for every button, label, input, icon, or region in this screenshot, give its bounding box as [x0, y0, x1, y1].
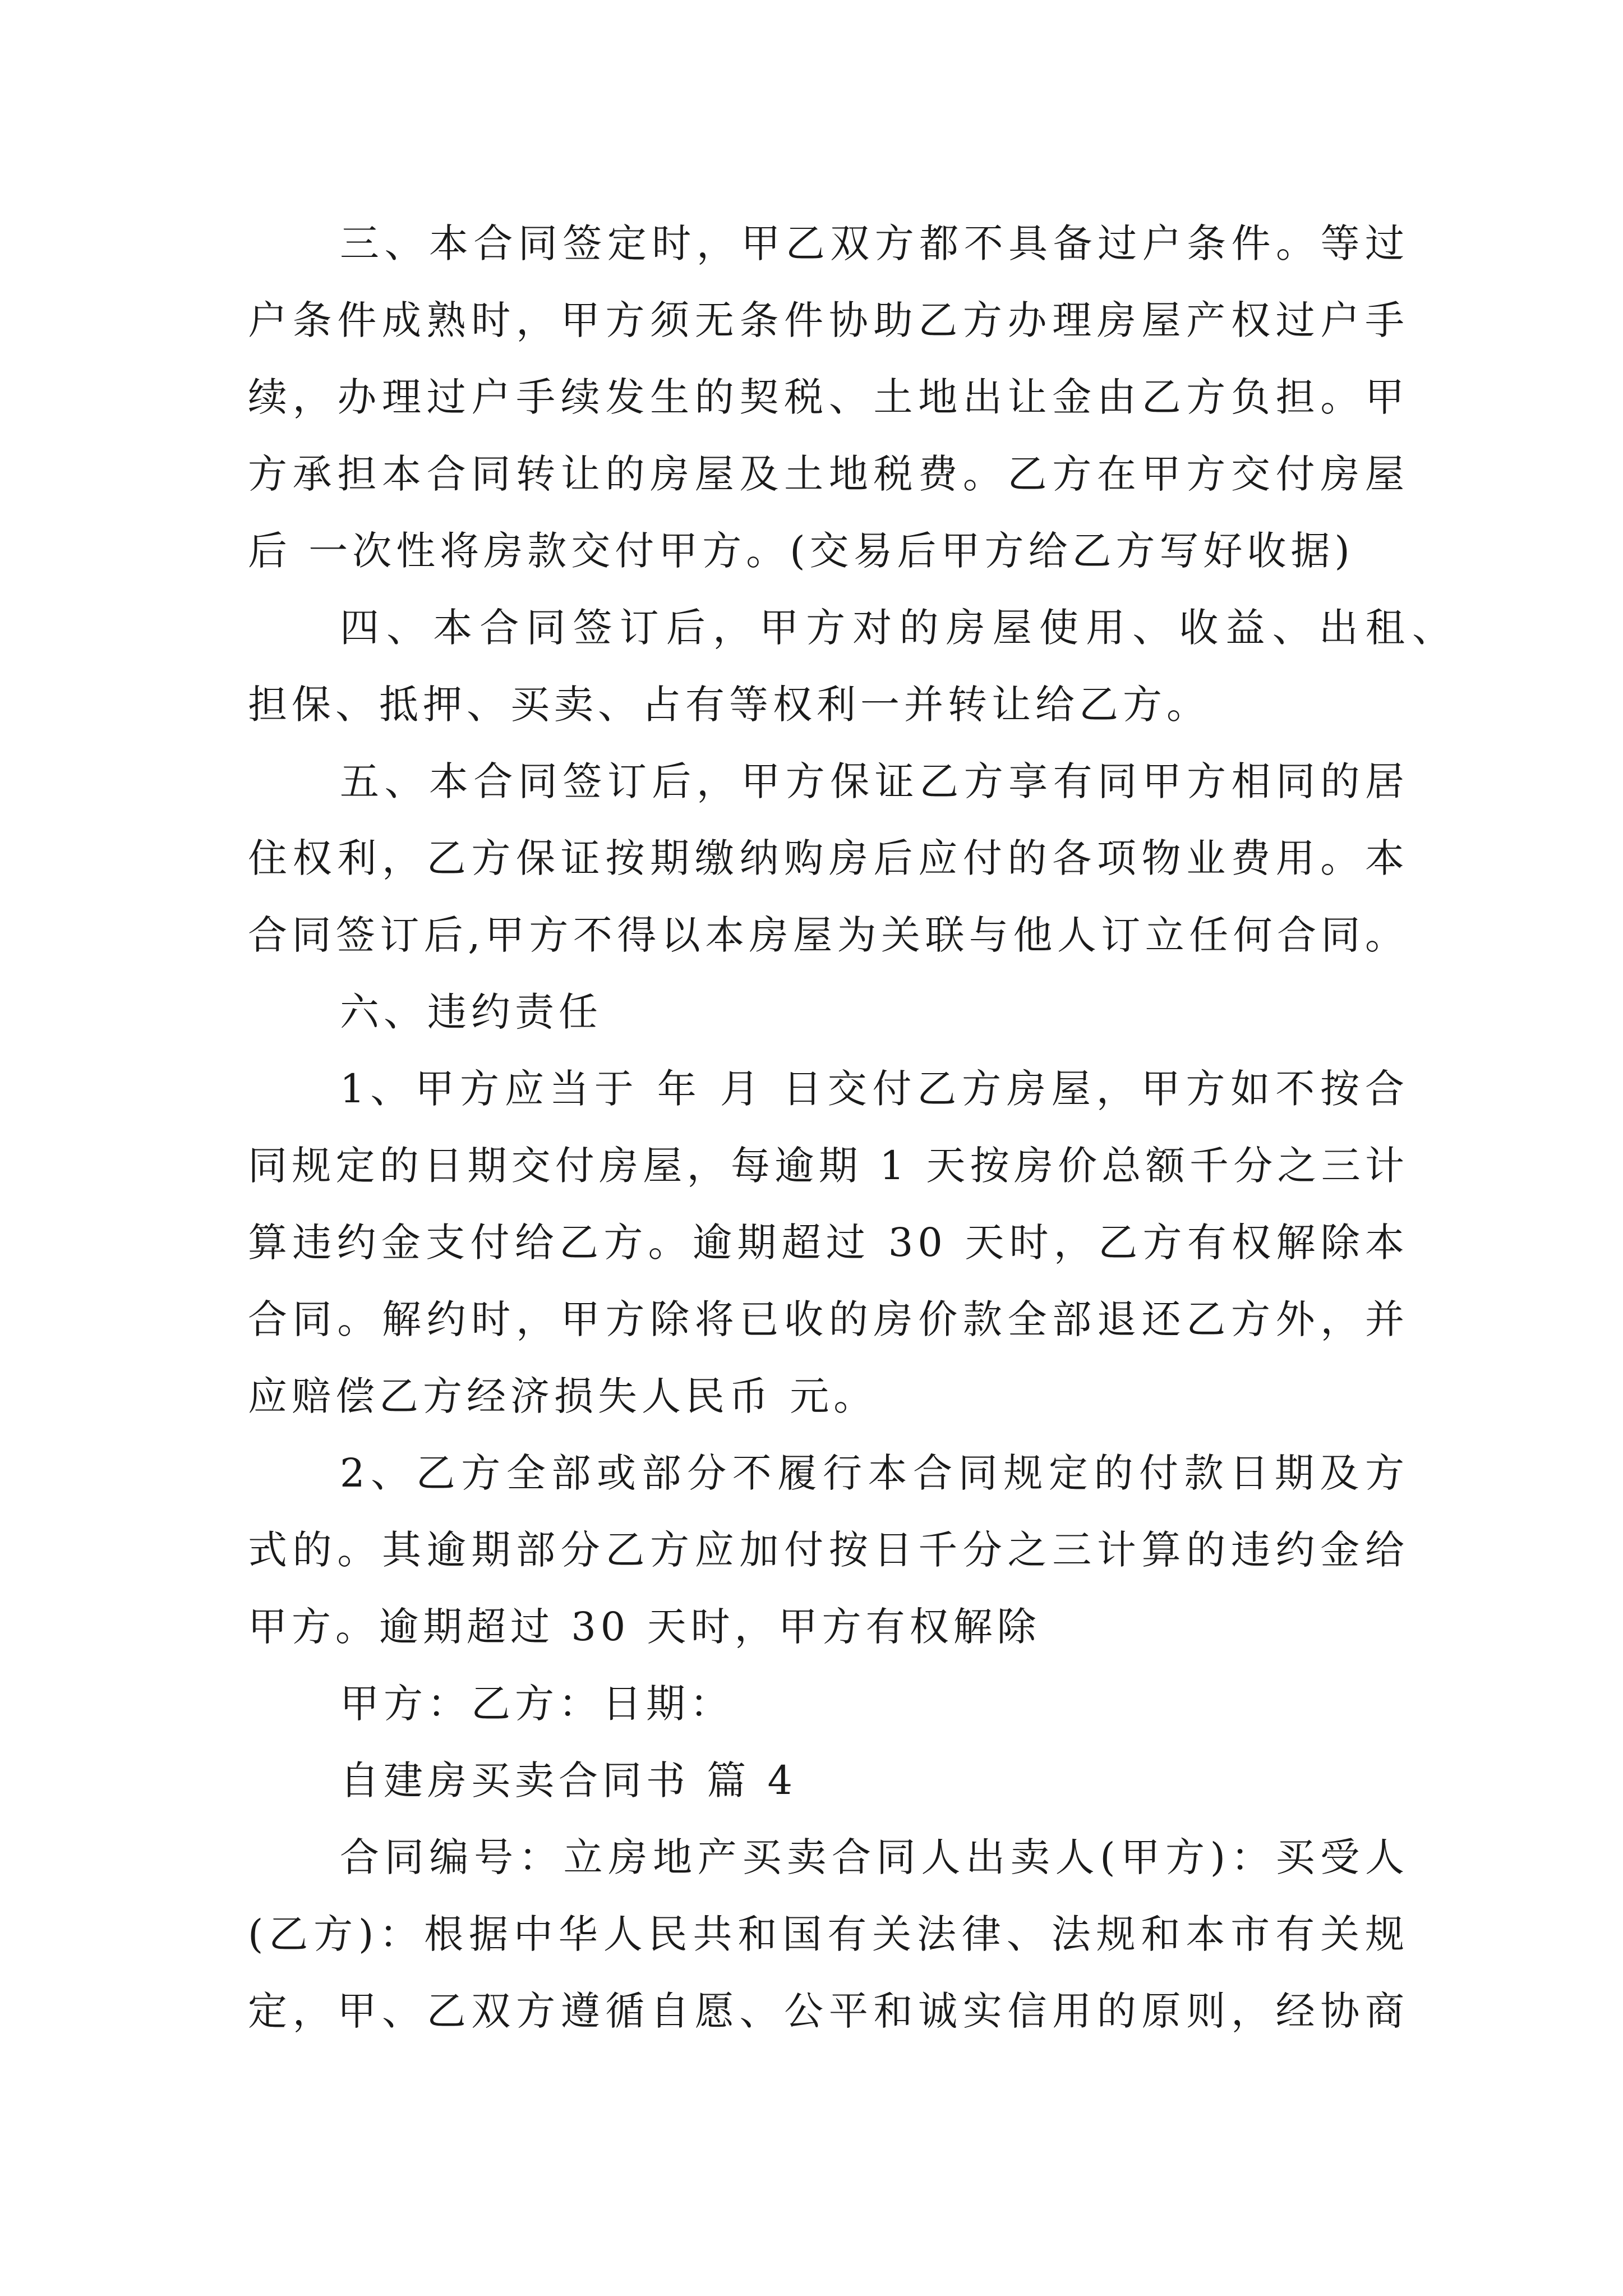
contract-intro-line-1: 合同编号：立房地产买卖合同人出卖人(甲方)：买受人 [340, 1834, 1409, 1880]
clause-3-line-3: 续，办理过户手续发生的契税、土地出让金由乙方负担。甲 [248, 374, 1409, 420]
contract-intro-line-3: 定，甲、乙双方遵循自愿、公平和诚实信用的原则，经协商 [248, 1988, 1409, 2034]
liability-item-2-line-1: 2、乙方全部或部分不履行本合同规定的付款日期及方 [340, 1450, 1409, 1496]
clause-3-line-1: 三、本合同签定时，甲乙双方都不具备过户条件。等过 [340, 220, 1409, 266]
clause-3-line-5: 后 一次性将房款交付甲方。(交易后甲方给乙方写好收据) [248, 528, 1354, 574]
clause-3-line-2: 户条件成熟时，甲方须无条件协助乙方办理房屋产权过户手 [248, 297, 1409, 343]
clause-5-line-1: 五、本合同签订后，甲方保证乙方享有同甲方相同的居 [340, 758, 1409, 804]
clause-5-line-3: 合同签订后,甲方不得以本房屋为关联与他人订立任何合同。 [248, 912, 1409, 958]
liability-item-2-line-3: 甲方。逾期超过 30 天时，甲方有权解除 [248, 1604, 1041, 1650]
liability-item-1-line-1: 1、甲方应当于 年 月 日交付乙方房屋，甲方如不按合 [340, 1066, 1409, 1112]
clause-4-line-1: 四、本合同签订后，甲方对的房屋使用、收益、出租、 [340, 605, 1456, 651]
contract-intro-line-2: (乙方)：根据中华人民共和国有关法律、法规和本市有关规 [248, 1911, 1409, 1957]
section-heading-liability: 六、违约责任 [340, 989, 602, 1035]
liability-item-2-line-2: 式的。其逾期部分乙方应加付按日千分之三计算的违约金给 [248, 1527, 1409, 1573]
liability-item-1-line-3: 算违约金支付给乙方。逾期超过 30 天时，乙方有权解除本 [248, 1220, 1409, 1266]
clause-3-line-4: 方承担本合同转让的房屋及土地税费。乙方在甲方交付房屋 [248, 451, 1409, 497]
liability-item-1-line-2: 同规定的日期交付房屋，每逾期 1 天按房价总额千分之三计 [248, 1143, 1409, 1189]
clause-4-line-2: 担保、抵押、买卖、占有等权利一并转让给乙方。 [248, 682, 1210, 728]
section-title: 自建房买卖合同书 篇 4 [340, 1757, 797, 1803]
signature-line: 甲方：乙方：日期： [340, 1681, 734, 1727]
clause-5-line-2: 住权利，乙方保证按期缴纳购房后应付的各项物业费用。本 [248, 835, 1409, 881]
liability-item-1-line-4: 合同。解约时，甲方除将已收的房价款全部退还乙方外，并 [248, 1296, 1409, 1342]
liability-item-1-line-5: 应赔偿乙方经济损失人民币 元。 [248, 1373, 878, 1419]
